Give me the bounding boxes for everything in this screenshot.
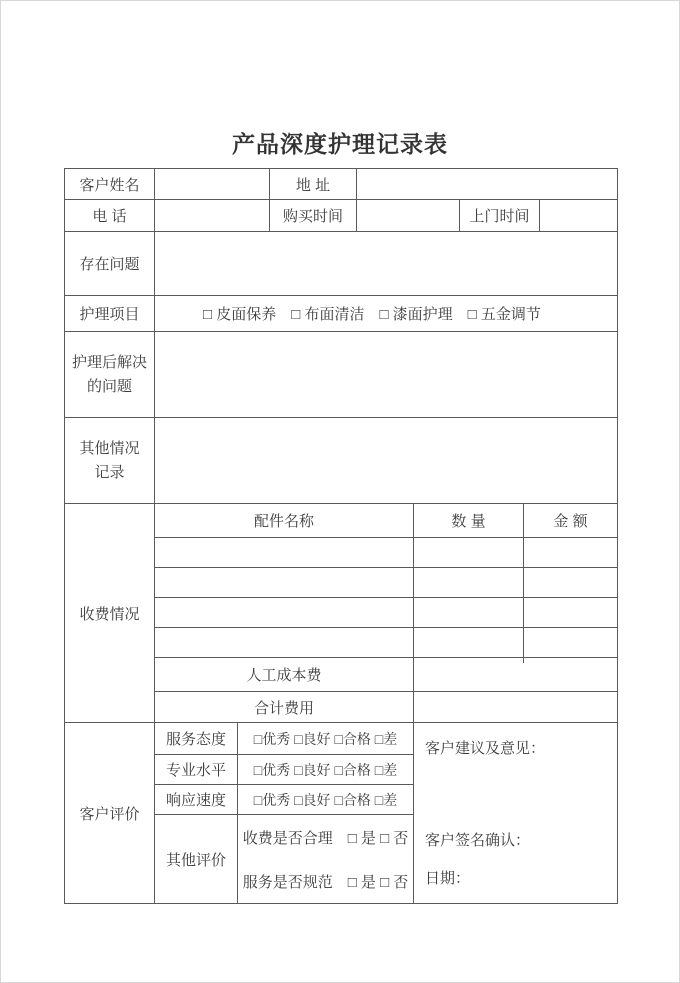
evaluation-section-label: 客户评价	[65, 723, 155, 903]
evaluation-left-block	[155, 723, 414, 903]
care-items-checkbox-group[interactable]: □ 皮面保养 □ 布面清洁 □ 漆面护理 □ 五金调节	[203, 306, 541, 323]
visit-time-label: 上门时间	[460, 200, 540, 231]
customer-suggestion-label: 客户建议及意见：	[425, 740, 546, 757]
phone-label: 电 话	[65, 200, 155, 231]
fee-qty-field[interactable]	[414, 568, 524, 597]
other-evaluation-content	[238, 815, 413, 903]
row-phone-times	[65, 200, 617, 232]
fees-row-3	[155, 598, 617, 628]
stray-line-artifact	[523, 658, 524, 663]
other-record-label	[65, 418, 155, 503]
customer-name-field[interactable]	[155, 169, 270, 199]
fee-amount-field[interactable]	[524, 628, 617, 657]
labor-cost-label: 人工成本费	[155, 658, 414, 691]
existing-problems-label: 存在问题	[65, 232, 155, 295]
professional-level-checkbox-group[interactable]: □优秀 □良好 □合格 □差	[253, 761, 398, 778]
fee-amount-field[interactable]	[524, 598, 617, 627]
solved-problems-label-line1: 护理后解决	[71, 353, 147, 371]
other-evaluation-label: 其他评价	[155, 815, 238, 903]
response-speed-checkbox-group[interactable]: □优秀 □良好 □合格 □差	[253, 791, 398, 808]
customer-signature-label: 客户签名确认：	[425, 832, 531, 849]
fee-amount-field[interactable]	[524, 568, 617, 597]
response-speed-label: 响应速度	[155, 785, 238, 814]
fee-name-field[interactable]	[155, 538, 414, 567]
fee-qty-field[interactable]	[414, 598, 524, 627]
address-field[interactable]	[357, 169, 617, 199]
fees-section-label: 收费情况	[65, 504, 155, 722]
solved-problems-label-line2: 的问题	[86, 377, 132, 395]
fees-row-2	[155, 568, 617, 598]
care-record-table	[64, 168, 618, 904]
fees-row-1	[155, 538, 617, 568]
service-attitude-label: 服务态度	[155, 723, 238, 754]
row-care-items	[65, 296, 617, 332]
care-items-label: 护理项目	[65, 296, 155, 331]
fee-qty-field[interactable]	[414, 538, 524, 567]
fee-amount-field[interactable]	[524, 538, 617, 567]
fees-header-row	[155, 504, 617, 538]
fees-header-qty: 数 量	[414, 504, 524, 537]
address-label: 地 址	[270, 169, 357, 199]
solved-problems-label	[65, 332, 155, 417]
date-label: 日期：	[425, 870, 471, 887]
section-fees	[65, 504, 617, 723]
fee-qty-field[interactable]	[414, 628, 524, 657]
eval-row-professional-level	[155, 755, 413, 785]
solved-problems-field[interactable]	[155, 332, 617, 417]
other-record-field[interactable]	[155, 418, 617, 503]
evaluation-subtable	[155, 723, 617, 903]
professional-level-label: 专业水平	[155, 755, 238, 784]
fees-labor-row	[155, 658, 617, 692]
customer-name-label: 客户姓名	[65, 169, 155, 199]
fees-header-name: 配件名称	[155, 504, 414, 537]
evaluation-right-block[interactable]	[414, 723, 617, 903]
fees-subtable	[155, 504, 617, 722]
fee-name-field[interactable]	[155, 568, 414, 597]
fee-reasonable-checkbox-group[interactable]: 收费是否合理 □ 是 □ 否	[242, 829, 409, 847]
eval-row-other	[155, 815, 413, 903]
eval-row-service-attitude	[155, 723, 413, 755]
fees-row-4	[155, 628, 617, 658]
visit-time-field[interactable]	[540, 200, 617, 231]
other-record-label-line1: 其他情况	[79, 439, 140, 457]
fee-name-field[interactable]	[155, 598, 414, 627]
row-existing-problems	[65, 232, 617, 296]
page-title: 产品深度护理记录表	[232, 131, 448, 157]
other-record-label-line2: 记录	[94, 463, 125, 481]
section-evaluation	[65, 723, 617, 903]
row-customer-address	[65, 169, 617, 200]
purchase-time-field[interactable]	[357, 200, 460, 231]
row-solved-problems	[65, 332, 617, 418]
fees-header-amount: 金 额	[553, 513, 588, 530]
phone-field[interactable]	[155, 200, 270, 231]
existing-problems-field[interactable]	[155, 232, 617, 295]
labor-cost-field[interactable]	[414, 658, 617, 691]
fees-total-row	[155, 692, 617, 722]
purchase-time-label: 购买时间	[270, 200, 357, 231]
total-cost-label: 合计费用	[155, 692, 414, 722]
service-attitude-checkbox-group[interactable]: □优秀 □良好 □合格 □差	[253, 730, 398, 747]
total-cost-field[interactable]	[414, 692, 617, 722]
row-other-record	[65, 418, 617, 504]
eval-row-response-speed	[155, 785, 413, 815]
fee-name-field[interactable]	[155, 628, 414, 657]
service-standard-checkbox-group[interactable]: 服务是否规范 □ 是 □ 否	[242, 873, 409, 891]
